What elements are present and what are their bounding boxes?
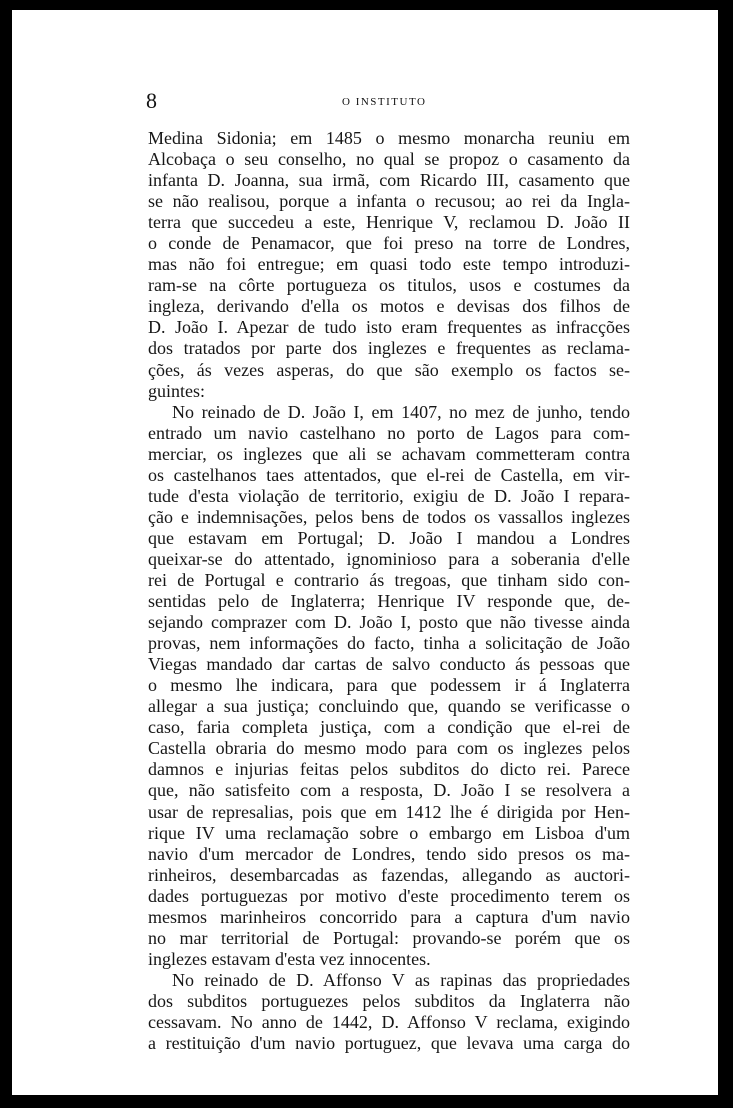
text-line: os castelhanos taes attentados, que el-rei de Castella, em vir- bbox=[148, 464, 630, 485]
text-line: damnos e injurias feitas pelos subditos do dicto rei. Parece bbox=[148, 759, 630, 780]
text-line: cessavam. No anno de 1442, D. Affonso V reclama, exigindo bbox=[148, 1011, 630, 1032]
text-line: o mesmo lhe indicara, para que podessem ir á Inglaterra bbox=[148, 675, 630, 696]
text-line: mesmos marinheiros concorrido para a captura d'um navio bbox=[148, 906, 630, 927]
text-line: rique IV uma reclamação sobre o embargo em Lisboa d'um bbox=[148, 822, 630, 843]
text-line: tude d'esta violação de territorio, exigiu de D. João I repara- bbox=[148, 485, 630, 506]
text-line: dos tratados por parte dos inglezes e frequentes as reclama- bbox=[148, 338, 630, 359]
running-title: O INSTITUTO bbox=[342, 96, 427, 108]
text-line: se não realisou, porque a infanta o recusou; ao rei da Ingla- bbox=[148, 191, 630, 212]
paragraph-end-line: guintes: bbox=[148, 380, 205, 401]
text-line: ram-se na côrte portugueza os titulos, usos e costumes da bbox=[148, 275, 630, 296]
text-line: caso, faria completa justiça, com a condição que el-rei de bbox=[148, 717, 630, 738]
text-line: queixar-se do attentado, ignominioso para a soberania d'elle bbox=[148, 548, 630, 569]
text-line: a restituição d'um navio portuguez, que levava uma carga do bbox=[148, 1033, 630, 1054]
text-line: ingleza, derivando d'ella os motos e devisas dos filhos de bbox=[148, 296, 630, 317]
text-line: sentidas pelo de Inglaterra; Henrique IV responde que, de- bbox=[148, 591, 630, 612]
text-line: que estavam em Portugal; D. João I mandou a Londres bbox=[148, 527, 630, 548]
text-line: sejando comprazer com D. João I, posto que não tivesse ainda bbox=[148, 612, 630, 633]
text-line: rei de Portugal e contrario ás tregoas, que tinham sido con- bbox=[148, 569, 630, 590]
text-line: mas não foi entregue; em quasi todo este tempo introduzi- bbox=[148, 254, 630, 275]
text-line: merciar, os inglezes que ali se achavam commetteram contra bbox=[148, 443, 630, 464]
text-line: navio d'um mercador de Londres, tendo sido presos os ma- bbox=[148, 843, 630, 864]
running-head bbox=[12, 88, 718, 118]
paragraph-start-line: No reinado de D. Affonso V as rapinas das propriedades bbox=[172, 969, 630, 990]
text-line: infanta D. Joanna, sua irmã, com Ricardo III, casamento que bbox=[148, 170, 630, 191]
text-line: Castella obraria do mesmo modo para com os inglezes pelos bbox=[148, 738, 630, 759]
text-line: rinheiros, desembarcadas as fazendas, allegando as auctori- bbox=[148, 864, 630, 885]
text-line: terra que succedeu a este, Henrique V, reclamou D. João II bbox=[148, 212, 630, 233]
page-number: 8 bbox=[146, 88, 157, 113]
text-line: no mar territorial de Portugal: provando-se porém que os bbox=[148, 927, 630, 948]
paragraph-end-line: inglezes estavam d'esta vez innocentes. bbox=[148, 948, 431, 969]
text-line: o conde de Penamacor, que foi preso na torre de Londres, bbox=[148, 233, 630, 254]
text-line: Medina Sidonia; em 1485 o mesmo monarcha reuniu em bbox=[148, 128, 630, 148]
text-line: provas, nem informações do facto, tinha a solicitação de João bbox=[148, 633, 630, 654]
paragraph-start-line: No reinado de D. João I, em 1407, no mez de junho, tendo bbox=[172, 401, 630, 422]
text-line: usar de represalias, pois que em 1412 lhe é dirigida por Hen- bbox=[148, 801, 630, 822]
text-line: allegar a sua justiça; concluindo que, quando se verificasse o bbox=[148, 696, 630, 717]
text-line: dos subditos portuguezes pelos subditos da Inglaterra não bbox=[148, 990, 630, 1011]
text-line: que, não satisfeito com a resposta, D. João I se resolvera a bbox=[148, 780, 630, 801]
book-page bbox=[12, 10, 718, 1095]
text-line: entrado um navio castelhano no porto de Lagos para com- bbox=[148, 422, 630, 443]
text-line: ções, ás vezes asperas, do que são exemplo os factos se- bbox=[148, 359, 630, 380]
text-line: dades portuguezas por motivo d'este procedimento terem os bbox=[148, 885, 630, 906]
body-text bbox=[148, 128, 630, 1054]
text-line: Viegas mandado dar cartas de salvo conducto ás pessoas que bbox=[148, 654, 630, 675]
text-line: Alcobaça o seu conselho, no qual se propoz o casamento da bbox=[148, 149, 630, 170]
text-line: D. João I. Apezar de tudo isto eram frequentes as infracções bbox=[148, 317, 630, 338]
text-line: ção e indemnisações, pelos bens de todos os vassallos inglezes bbox=[148, 506, 630, 527]
